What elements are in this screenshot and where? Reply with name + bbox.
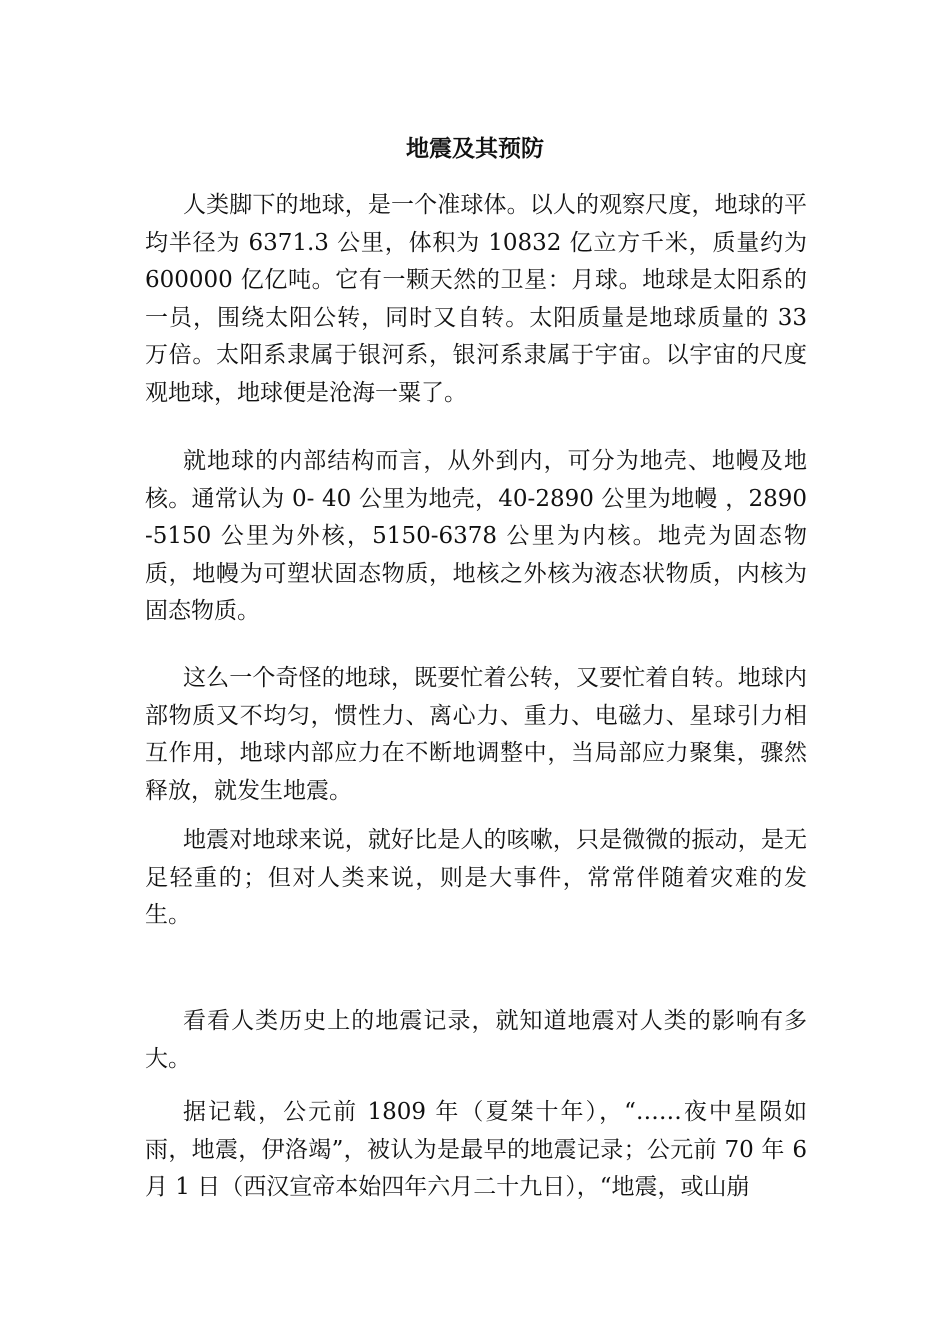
paragraph-history-intro: 看看人类历史上的地震记录，就知道地震对人类的影响有多大。 [145,1008,807,1072]
paragraph-earthquake-impact: 地震对地球来说，就好比是人的咳嗽，只是微微的振动，是无足轻重的；但对人类来说，则是大事件，常常伴随着灾难的发生。 [145,827,807,928]
document-title: 地震及其预防 [406,136,544,162]
paragraph-earthquake-cause: 这么一个奇怪的地球，既要忙着公转，又要忙着自转。地球内部物质又不均匀，惯性力、离心力、重力、电磁力、星球引力相互作用，地球内部应力在不断地调整中，当局部应力聚集，骤然释放，就发生地震。 [145,665,807,804]
paragraph-earth-overview: 人类脚下的地球，是一个准球体。以人的观察尺度，地球的平均半径为 6371.3 公里，体积为 10832 亿立方千米，质量约为 600000 亿亿吨。它有一颗天然的卫星：月球。地球是太阳系的一员，围绕太阳公转，同时又自转。太阳质量是地球质量的 33 万倍。太阳系隶属于银河系，银河系隶属于宇宙。以宇宙的尺度观地球，地球便是沧海一粟了。 [145,192,807,406]
paragraph-history-records: 据记载，公元前 1809 年（夏桀十年），“……夜中星陨如雨，地震，伊洛竭”，被认为是最早的地震记录；公元前 70 年 6 月 1 日（西汉宣帝本始四年六月二十九日），“地震，或山崩 [145,1099,807,1200]
paragraph-earth-structure: 就地球的内部结构而言，从外到内，可分为地壳、地幔及地核。通常认为 0- 40 公里为地壳，40-2890 公里为地幔 ，2890-5150 公里为外核，5150-6378 公里为内核。地壳为固态物质，地幔为可塑状固态物质，地核之外核为液态状物质，内核为固态物质。 [145,448,807,624]
